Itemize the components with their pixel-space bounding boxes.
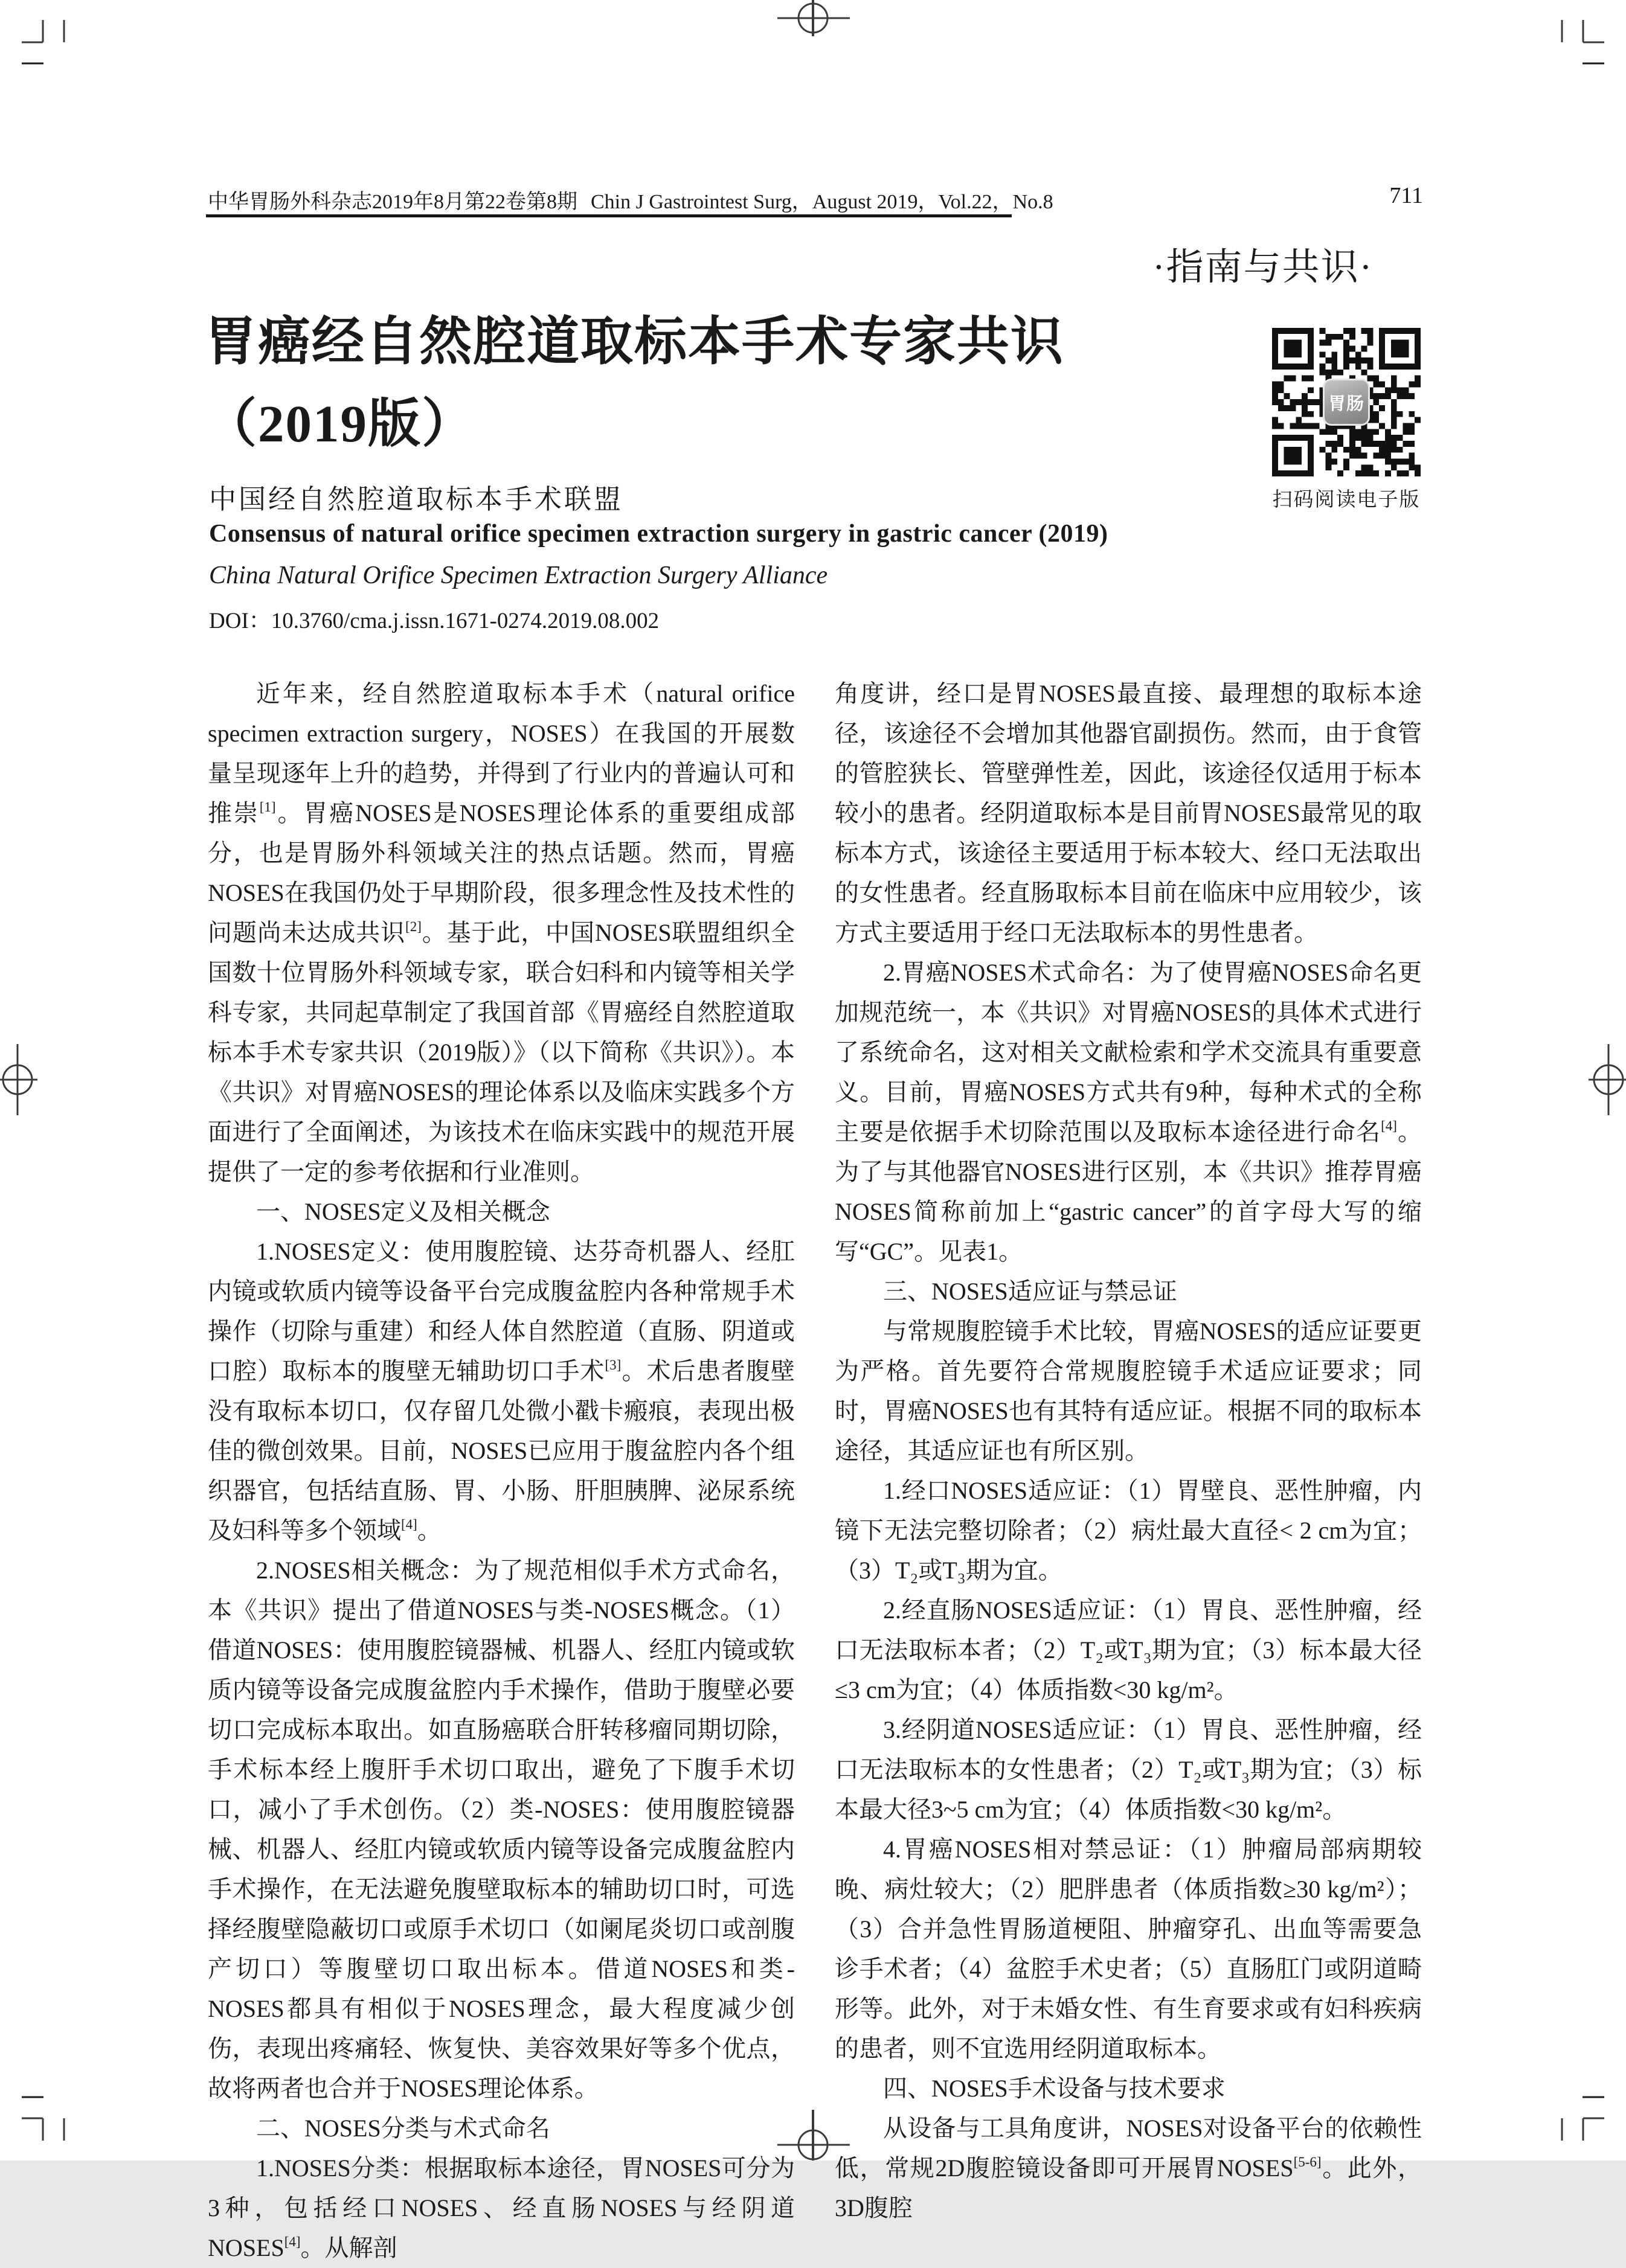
reference-marker: [4] — [1381, 1118, 1397, 1133]
body-paragraph: 近年来，经自然腔道取标本手术（natural orifice specimen extraction surgery，NOSES）在我国的开展数量呈现逐年上升的趋势，并得到了行业内的普遍认可和推崇[1]。胃癌NOSES是NOSES理论体系的重要组成部分，也是胃肠外科领域关注的热点话题。然而，胃癌NOSES在我国仍处于早期阶段，很多理念性及技术性的问题尚未达成共识[2]。基于此，中国NOSES联盟组织全国数十位胃肠外科领域专家，联合妇科和内镜等相关学科专家，共同起草制定了我国首部《胃癌经自然腔道取标本手术专家共识（2019版）》（以下简称《共识》）。本《共识》对胃癌NOSES的理论体系以及临床实践多个方面进行了全面阐述，为该技术在临床实践中的规范开展提供了一定的参考依据和行业准则。 — [208, 680, 795, 1185]
article-title-en: Consensus of natural orifice specimen extraction surgery in gastric cancer (2019) — [209, 520, 1108, 548]
section-heading: 一、NOSES定义及相关概念 — [256, 1198, 550, 1225]
journal-citation-cn: 中华胃肠外科杂志2019年8月第22卷第8期 — [208, 191, 577, 213]
body-paragraph: 从设备与工具角度讲，NOSES对设备平台的依赖性低，常规2D腹腔镜设备即可开展胃NOSES[5-6]。此外，3D腹腔 — [835, 2115, 1422, 2222]
article-title-cn — [204, 301, 1064, 465]
body-paragraph: 4.胃癌NOSES相对禁忌证：（1）肿瘤局部病期较晚、病灶较大；（2）肥胖患者（体质指数≥30 kg/m²）；（3）合并急性胃肠道梗阻、肿瘤穿孔、出血等需要急诊手术者；（4）盆腔手术史者；（5）直肠肛门或阴道畸形等。此外，对于未婚女性、有生育要求或有妇科疾病的患者，则不宜选用经阴道取标本。 — [835, 1836, 1422, 2062]
column-section-label: ·指南与共识· — [1152, 247, 1374, 288]
body-paragraph: 与常规腹腔镜手术比较，胃癌NOSES的适应证要更为严格。首先要符合常规腹腔镜手术适应证要求；同时，胃癌NOSES也有其特有适应证。根据不同的取标本途径，其适应证也有所区别。 — [835, 1318, 1422, 1464]
body-paragraph: 2.NOSES相关概念：为了规范相似手术方式命名，本《共识》提出了借道NOSES与类-NOSES概念。（1）借道NOSES：使用腹腔镜器械、机器人、经肛内镜或软质内镜等设备完成腹盆腔内手术操作，借助于腹壁必要切口完成标本取出。如直肠癌联合肝转移瘤同期切除，手术标本经上腹肝手术切口取出，避免了下腹手术切口，减小了手术创伤。（2）类-NOSES：使用腹腔镜器械、机器人、经肛内镜或软质内镜等设备完成腹盆腔内手术操作，在无法避免腹壁取标本的辅助切口时，可选择经腹壁隐蔽切口或原手术切口（如阑尾炎切口或剖腹产切口）等腹壁切口取出标本。借道NOSES和类-NOSES都具有相似于NOSES理念，最大程度减少创伤，表现出疼痛轻、恢复快、美容效果好等多个优点，故将两者也合并于NOSES理论体系。 — [208, 1557, 795, 2102]
qr-caption: 扫码阅读电子版 — [1272, 489, 1421, 511]
doi: DOI：10.3760/cma.j.issn.1671-0274.2019.08.002 — [209, 609, 660, 633]
registration-mark-left-middle — [0, 1044, 37, 1115]
article-title-cn-line2: （2019版） — [204, 394, 475, 453]
reference-marker: [5-6] — [1293, 2154, 1322, 2170]
header-rule — [206, 214, 1012, 217]
journal-citation-en: Chin J Gastrointest Surg，August 2019，Vol.22，No.8 — [591, 191, 1053, 213]
crop-mark-bottom-left — [22, 2097, 64, 2141]
article-author-en: China Natural Orifice Specimen Extraction Surgery Alliance — [209, 562, 828, 589]
body-paragraph: 3.经阴道NOSES适应证：（1）胃良、恶性肿瘤，经口无法取标本的女性患者；（2）T₂或T₃期为宜；（3）标本最大径3~5 cm为宜；（4）体质指数<30 kg/m²。 — [835, 1716, 1422, 1823]
registration-mark-right-middle — [1589, 1044, 1626, 1115]
article-title-cn-line1: 胃癌经自然腔道取标本手术专家共识 — [204, 312, 1064, 371]
qr-center-logo: 胃肠 — [1323, 379, 1370, 426]
crop-mark-top-left — [22, 20, 64, 63]
body-paragraph: 2.经直肠NOSES适应证：（1）胃良、恶性肿瘤，经口无法取标本者；（2）T₂或T₃期为宜；（3）标本最大径≤3 cm为宜；（4）体质指数<30 kg/m²。 — [835, 1597, 1422, 1703]
reference-marker: [4] — [284, 2234, 301, 2249]
crop-mark-bottom-right — [1562, 2097, 1604, 2141]
body-paragraph: 2.胃癌NOSES术式命名：为了使胃癌NOSES命名更加规范统一，本《共识》对胃癌NOSES的具体术式进行了系统命名，这对相关文献检索和学术交流具有重要意义。目前，胃癌NOSES方式共有9种，每种术式的全称主要是依据手术切除范围以及取标本途径进行命名[4]。为了与其他器官NOSES进行区别，本《共识》推荐胃癌NOSES简称前加上“gastric cancer”的首字母大写的缩写“GC”。见表1。 — [835, 959, 1422, 1265]
section-heading: 四、NOSES手术设备与技术要求 — [883, 2075, 1226, 2102]
crop-mark-top-right — [1562, 20, 1604, 63]
section-heading: 二、NOSES分类与术式命名 — [256, 2115, 550, 2142]
body-paragraph: 角度讲，经口是胃NOSES最直接、最理想的取标本途径，该途径不会增加其他器官副损伤。然而，由于食管的管腔狭长、管壁弹性差，因此，该途径仅适用于标本较小的患者。经阴道取标本是目前胃NOSES最常见的取标本方式，该途径主要适用于标本较大、经口无法取出的女性患者。经直肠取标本目前在临床中应用较少，该方式主要适用于经口无法取标本的男性患者。 — [835, 680, 1422, 946]
body-column-left — [208, 674, 795, 2261]
reference-marker: [1] — [259, 799, 276, 815]
article-author-cn: 中国经自然腔道取标本手术联盟 — [209, 484, 624, 514]
running-head — [208, 185, 1053, 214]
section-heading: 三、NOSES适应证与禁忌证 — [883, 1278, 1177, 1305]
body-paragraph: 1.NOSES分类：根据取标本途径，胃NOSES可分为3种，包括经口NOSES、经直肠NOSES与经阴道NOSES[4]。从解剖 — [208, 2154, 795, 2261]
registration-mark-top-center — [777, 0, 850, 36]
qr-block — [1272, 328, 1422, 512]
body-paragraph: 1.NOSES定义：使用腹腔镜、达芬奇机器人、经肛内镜或软质内镜等设备平台完成腹盆腔内各种常规手术操作（切除与重建）和经人体自然腔道（直肠、阴道或口腔）取标本的腹壁无辅助切口手术[3]。术后患者腹壁没有取标本切口，仅存留几处微小戳卡瘢痕，表现出极佳的微创效果。目前，NOSES已应用于腹盆腔内各个组织器官，包括结直肠、胃、小肠、肝胆胰脾、泌尿系统及妇科等多个领域[4]。 — [208, 1238, 795, 1544]
body-paragraph: 1.经口NOSES适应证：（1）胃壁良、恶性肿瘤，内镜下无法完整切除者；（2）病灶最大直径< 2 cm为宜；（3）T₂或T₃期为宜。 — [835, 1477, 1422, 1584]
reference-marker: [3] — [605, 1357, 622, 1373]
reference-marker: [4] — [401, 1517, 417, 1532]
qr-code — [1272, 328, 1421, 476]
body-column-right — [835, 674, 1422, 2222]
reference-marker: [2] — [405, 919, 422, 934]
page-number: 711 — [1389, 183, 1423, 208]
